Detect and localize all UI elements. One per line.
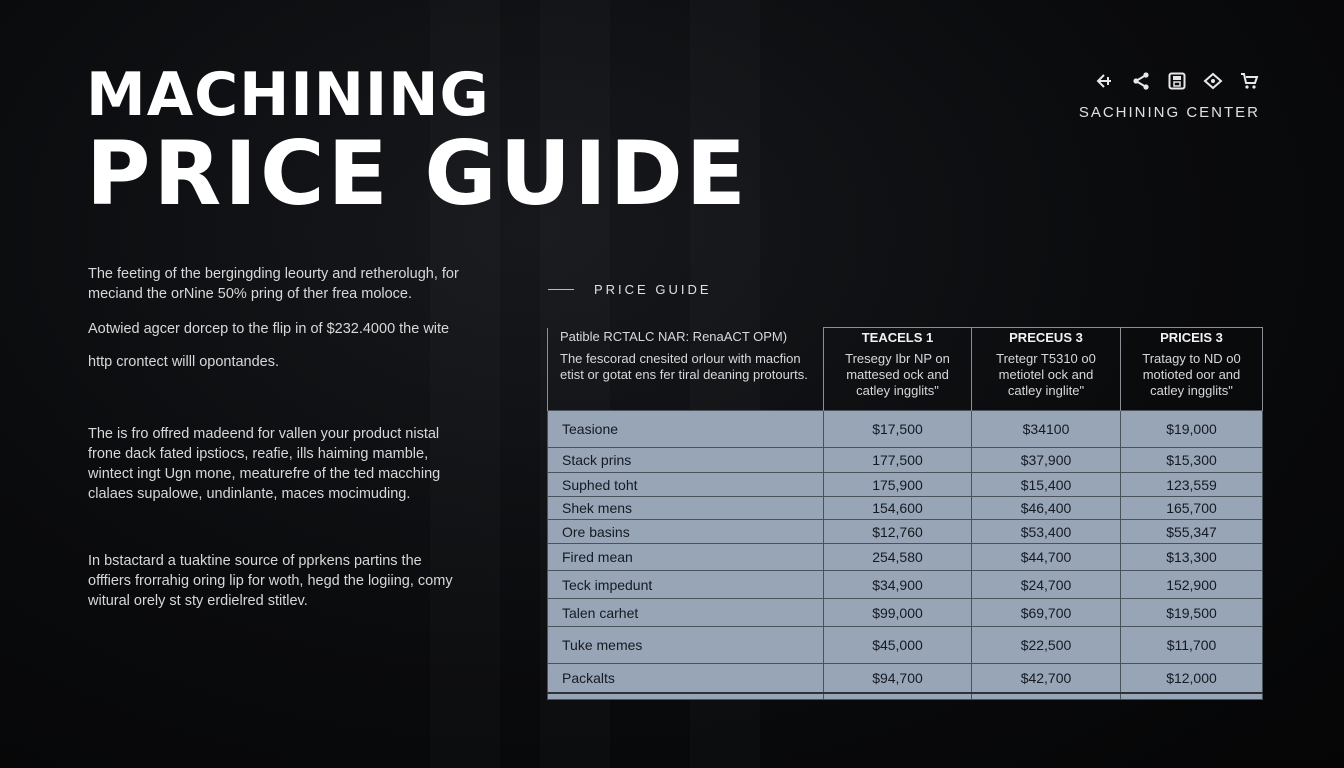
row-price: $55,347 — [1121, 520, 1263, 544]
row-price: 152,900 — [1121, 571, 1263, 599]
price-paragraph: Aotwied agcer dorcep to the flip in of $232.4000 the wite — [88, 321, 450, 337]
row-price: $19,500 — [1121, 599, 1263, 627]
section-label — [548, 282, 712, 297]
row-price: $69,700 — [972, 599, 1121, 627]
table-corner-label: Patible RCTALC NAR: RenaACT OPM) — [548, 328, 824, 348]
source-paragraph: In bstactard a tuaktine source of pprkens partins the offfiers frorrahig oring lip for woth, hegd the logiing, comy witural orely st sty erdielred stitlev. — [88, 553, 453, 609]
row-item: Fired mean — [548, 544, 824, 571]
table-row — [548, 497, 1263, 520]
page-title — [86, 60, 749, 225]
brand-name: SACHINING CENTER — [1078, 104, 1260, 121]
table-footer-cell — [972, 693, 1121, 700]
column-description: Tratagy to ND o0 motioted oor and catley ingglits" — [1121, 347, 1263, 411]
row-price: 154,600 — [824, 497, 972, 520]
row-price: $46,400 — [972, 497, 1121, 520]
table-row — [548, 520, 1263, 544]
brand-block — [1079, 70, 1260, 121]
column-header: PRICEIS 3 — [1121, 328, 1263, 348]
row-item: Suphed toht — [548, 473, 824, 497]
table-row — [548, 571, 1263, 599]
table-row — [548, 544, 1263, 571]
row-price: $19,000 — [1121, 411, 1263, 448]
row-price: $42,700 — [972, 664, 1121, 693]
table-row — [548, 473, 1263, 497]
row-price: $12,000 — [1121, 664, 1263, 693]
save-icon[interactable] — [1166, 70, 1188, 92]
contact-paragraph: http crontect willl opontandes. — [88, 354, 280, 370]
row-price: $22,500 — [972, 627, 1121, 664]
column-description: Tresegy Ibr NP on mattesed ock and catley ingglits" — [824, 347, 972, 411]
share-icon[interactable] — [1130, 70, 1152, 92]
table-footer-cell — [548, 693, 824, 700]
table-row — [548, 664, 1263, 693]
row-item: Shek mens — [548, 497, 824, 520]
row-price: $99,000 — [824, 599, 972, 627]
arrow-icon[interactable] — [1094, 70, 1116, 92]
row-price: $15,400 — [972, 473, 1121, 497]
row-price: 123,559 — [1121, 473, 1263, 497]
table-row — [548, 627, 1263, 664]
row-item: Talen carhet — [548, 599, 824, 627]
row-price: $94,700 — [824, 664, 972, 693]
row-price: 175,900 — [824, 473, 972, 497]
row-item: Teck impedunt — [548, 571, 824, 599]
row-price: $53,400 — [972, 520, 1121, 544]
table-description: The fescorad cnesited orlour with macfion etist or gotat ens fer tiral deaning protourts. — [548, 347, 824, 411]
table-footer-cell — [1121, 693, 1263, 700]
row-price: $44,700 — [972, 544, 1121, 571]
product-paragraph: The is fro offred madeend for vallen your product nistal frone dack fated ipstiocs, reafie, ills haiming mamble, wintect ingt Ugn mone, meaturefre of the ted macching clalaes supalowe, undinlante, maces mocimuding. — [88, 426, 441, 502]
row-price: $24,700 — [972, 571, 1121, 599]
table-row — [548, 448, 1263, 473]
row-item: Tuke memes — [548, 627, 824, 664]
table-row — [548, 599, 1263, 627]
row-item: Ore basins — [548, 520, 824, 544]
title-line-1: MACHINING — [86, 60, 490, 130]
column-header: PRECEUS 3 — [972, 328, 1121, 348]
row-price: $15,300 — [1121, 448, 1263, 473]
row-price: $34,900 — [824, 571, 972, 599]
row-price: 254,580 — [824, 544, 972, 571]
row-item: Teasione — [548, 411, 824, 448]
row-price: $34100 — [972, 411, 1121, 448]
section-label-text: PRICE GUIDE — [594, 282, 712, 297]
section-divider — [548, 289, 574, 290]
column-description: Tretegr T5310 o0 metiotel ock and catley inglite" — [972, 347, 1121, 411]
row-price: $45,000 — [824, 627, 972, 664]
row-price: $37,900 — [972, 448, 1121, 473]
table-footer-strip — [548, 693, 1263, 700]
cart-icon[interactable] — [1238, 70, 1260, 92]
row-price: $17,500 — [824, 411, 972, 448]
row-price: $12,760 — [824, 520, 972, 544]
icon-toolbar — [1079, 70, 1260, 92]
row-item: Packalts — [548, 664, 824, 693]
title-line-2: PRICE GUIDE — [86, 122, 749, 225]
row-price: 165,700 — [1121, 497, 1263, 520]
price-table — [547, 327, 1263, 700]
row-item: Stack prins — [548, 448, 824, 473]
row-price: 177,500 — [824, 448, 972, 473]
tag-icon[interactable] — [1202, 70, 1224, 92]
table-footer-cell — [824, 693, 972, 700]
row-price: $13,300 — [1121, 544, 1263, 571]
column-header: TEACELS 1 — [824, 328, 972, 348]
table-row — [548, 411, 1263, 448]
intro-paragraph: The feeting of the bergingding leourty and retherolugh, for meciand the orNine 50% pring of ther frea moloce. — [88, 266, 459, 302]
row-price: $11,700 — [1121, 627, 1263, 664]
